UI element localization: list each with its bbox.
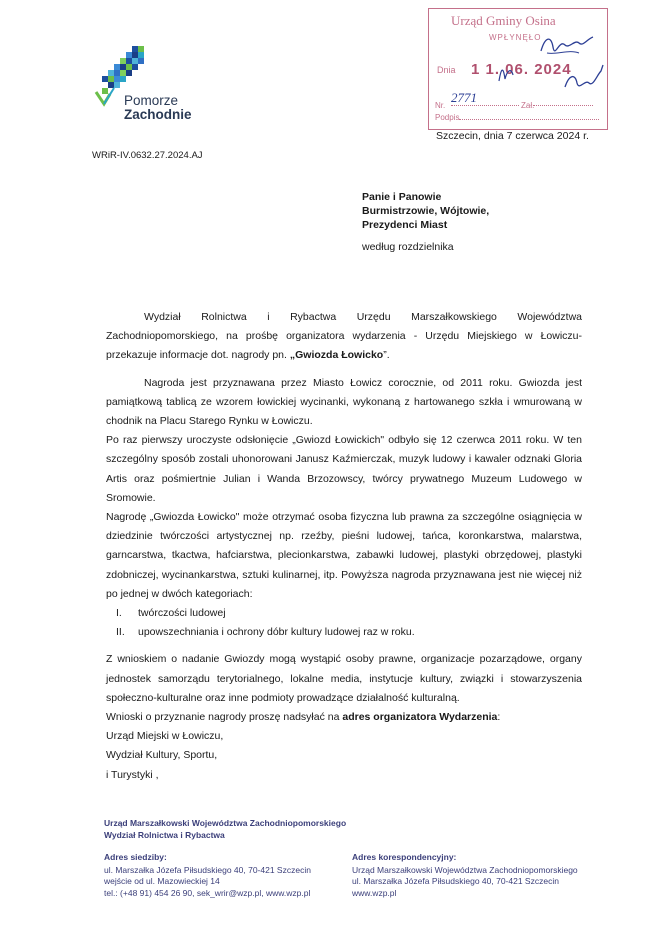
- reception-stamp: [428, 8, 608, 130]
- footer-org-line-2: Wydział Rolnictwa i Rybactwa: [104, 829, 225, 840]
- footer-seat-heading: Adres siedziby:: [104, 852, 167, 862]
- paragraph-intro: [106, 308, 582, 366]
- paragraph-history: Po raz pierwszy uroczyste odsłonięcie „Gwiozd Łowickich" odbyło się 12 czerwca 2011 roku. W ten szczególny sposób zostali uhonorowani Janusz Kaźmierczak, muzyk ludowy i kawaler odznaki Gloria Artis oraz pośmiertnie Julian i Wanda Brzozowscy, twórcy prywatnego Muzeum Ludowego w Sromowie.: [106, 434, 582, 504]
- footer-seat-line-3: tel.: (+48 91) 454 26 90, sek_wrir@wzp.pl, www.wzp.pl: [104, 887, 311, 898]
- distribution-note: według rozdzielnika: [362, 241, 454, 253]
- addressee-line-1: Panie i Panowie: [362, 191, 442, 203]
- list-item: [106, 623, 582, 642]
- list-item-text: twórczości ludowej: [138, 607, 226, 620]
- footer-seat-line-2: wejście od ul. Mazowieckiej 14: [104, 876, 220, 887]
- logo-line-1: Pomorze: [124, 93, 179, 108]
- letter-body: [106, 308, 582, 785]
- organizer-address-line-3: i Turystyki ,: [106, 768, 159, 781]
- stamp-date-value: 1 1. 06. 2024: [471, 61, 572, 78]
- stamp-number-value: 2771: [451, 90, 477, 105]
- footer-correspondence-heading: Adres korespondencyjny:: [352, 852, 457, 862]
- addressee-line-3: Prezydenci Miast: [362, 219, 448, 231]
- footer-correspondence-line-1: Urząd Marszałkowski Województwa Zachodniopomorskiego: [352, 865, 578, 876]
- paragraph-award-description: Nagroda jest przyznawana przez Miasto Łowicz corocznie, od 2011 roku. Gwiozda jest pamiątkową tablicą ze wzorem łowickiej wycinanki, wykonaną z hartowanego szkła i wmurowaną w chodnik na Placu Starego Rynku w Łowiczu.: [106, 376, 582, 428]
- footer-seat-address: [104, 852, 311, 899]
- submission-text: Wnioski o przyznanie nagrody proszę nadsyłać na: [106, 711, 343, 724]
- award-name: „Gwiozda Łowicko: [289, 349, 384, 362]
- organizer-address-label: adres organizatora Wydarzenia: [342, 711, 498, 724]
- stamp-attachment-label: Zał.: [521, 101, 535, 110]
- addressee-block: [362, 190, 489, 254]
- intro-text: Wydział Rolnictwa i Rybactwa Urzędu Marszałkowskiego Województwa Zachodniopomorskiego, na prośbę organizatora wydarzenia - Urzędu Miejskiego w Łowiczu- przekazuje informacje dot. nagrody pn.: [106, 311, 582, 362]
- paragraph-applicants: Z wnioskiem o nadanie Gwiozdy mogą wystąpić osoby prawne, organizacje pozarządowe, organy jednostek samorządu terytorialnego, lokalne media, instytucje kultury, związki i stowarzyszenia społeczno-kulturalne oraz inne podmioty prowadzące działalność kulturalną.: [106, 653, 582, 704]
- submission-end: :: [497, 711, 501, 724]
- list-item-number: I.: [116, 607, 122, 620]
- stamp-received-label: WPŁYNĘŁO: [489, 33, 542, 42]
- reference-number: WRiR-IV.0632.27.2024.AJ: [92, 150, 203, 161]
- footer-organization: [104, 818, 346, 841]
- footer-correspondence-line-2: ul. Marszałka Józefa Piłsudskiego 40, 70-421 Szczecin: [352, 876, 559, 887]
- footer-correspondence-line-3: www.wzp.pl: [352, 887, 397, 898]
- organizer-address-line-2: Wydział Kultury, Sportu,: [106, 749, 218, 762]
- footer-correspondence-address: [352, 852, 578, 899]
- list-item-number: II.: [116, 626, 125, 639]
- footer-org-line-1: Urząd Marszałkowski Województwa Zachodniopomorskiego: [104, 818, 347, 828]
- stamp-date-label: Dnia: [437, 65, 456, 75]
- addressee-line-2: Burmistrzowie, Wójtowie,: [362, 205, 490, 217]
- organizer-address-line-1: Urząd Miejski w Łowiczu,: [106, 730, 224, 743]
- stamp-organization: Urząd Gminy Osina: [451, 13, 556, 28]
- logo-line-2: Zachodnie: [124, 107, 192, 122]
- stamp-number-label: Nr.: [435, 101, 446, 110]
- footer-seat-line-1: ul. Marszałka Józefa Piłsudskiego 40, 70-421 Szczecin: [104, 865, 311, 876]
- paragraph-submission: [106, 708, 582, 727]
- place-and-date: Szczecin, dnia 7 czerwca 2024 r.: [436, 130, 589, 142]
- paragraph-eligibility: Nagrodę „Gwiozda Łowicko" może otrzymać osoba fizyczna lub prawna za szczególne osiągnięcia w dziedzinie twórczości artystycznej np. rzeźby, pieśni ludowej, tańca, koronkarstwa, malarstwa, garncarstwa, tkactwa, hafciarstwa, plecionkarstwa, zabawki ludowej, plastyki obrzędowej, plastyki zdobniczej, wycinankarstwa, sztuki kulinarnej, itp. Powyższa nagroda przyznawana jest nie więcej niż po jednej w dwóch kategoriach:: [106, 511, 582, 600]
- list-item: [106, 604, 582, 623]
- handwritten-signature: [429, 9, 609, 131]
- list-item-text: upowszechniania i ochrony dóbr kultury ludowej raz w roku.: [138, 626, 415, 639]
- stamp-signature-label: Podpis: [435, 113, 460, 122]
- logo-wordmark: [124, 94, 192, 122]
- intro-end: ”.: [383, 349, 390, 362]
